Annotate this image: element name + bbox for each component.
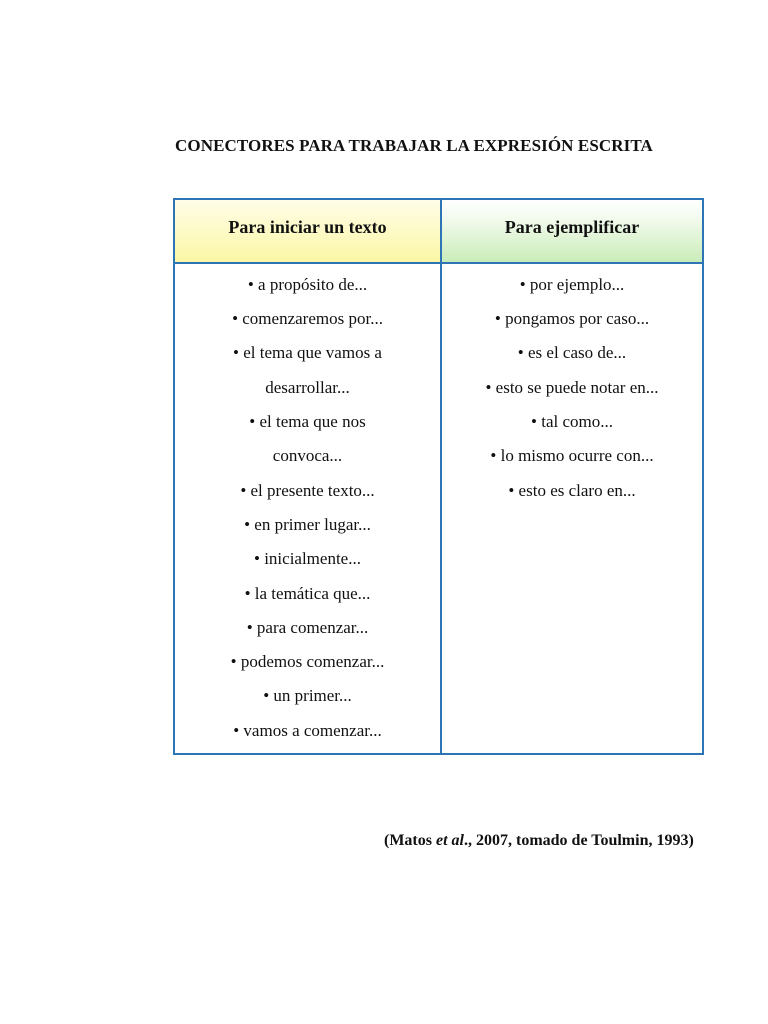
list-item: • comenzaremos por... xyxy=(232,309,383,329)
table-header-row xyxy=(175,200,702,264)
list-item: • el tema que vamos a xyxy=(233,343,382,363)
list-item: convoca... xyxy=(272,446,343,466)
list-item: • inicialmente... xyxy=(254,549,361,569)
header-para-iniciar: Para iniciar un texto xyxy=(175,200,442,262)
list-item: • lo mismo ocurre con... xyxy=(490,446,654,466)
list-item: • la temática que... xyxy=(244,583,371,603)
list-item: • el tema que nos xyxy=(249,412,366,432)
list-item: • a propósito de... xyxy=(247,274,368,294)
citation-authors: (Matos xyxy=(384,832,436,849)
list-item: • esto es claro en... xyxy=(508,480,636,500)
list-item: • podemos comenzar... xyxy=(230,652,385,672)
list-item: • tal como... xyxy=(531,412,613,432)
list-item: • pongamos por caso... xyxy=(494,309,650,329)
list-item: • un primer... xyxy=(263,686,352,706)
list-item: • esto se puede notar en... xyxy=(485,377,659,397)
column-iniciar xyxy=(175,264,442,753)
list-item: • para comenzar... xyxy=(246,617,369,637)
list-item: • en primer lugar... xyxy=(244,514,371,534)
column-ejemplificar xyxy=(442,264,702,753)
connectors-table xyxy=(173,198,704,755)
header-para-ejemplificar: Para ejemplificar xyxy=(442,200,702,262)
citation xyxy=(384,832,744,850)
list-item: desarrollar... xyxy=(265,377,350,397)
table-body-row xyxy=(175,264,702,753)
list-item: • por ejemplo... xyxy=(519,274,625,294)
list-item: • el presente texto... xyxy=(240,480,375,500)
list-item: • vamos a comenzar... xyxy=(233,720,382,740)
citation-source: ., 2007, tomado de Toulmin, 1993) xyxy=(463,832,694,849)
page-title: CONECTORES PARA TRABAJAR LA EXPRESIÓN ESCRITA xyxy=(175,136,653,155)
list-item: • es el caso de... xyxy=(517,343,627,363)
citation-et-al: et al xyxy=(435,832,464,849)
